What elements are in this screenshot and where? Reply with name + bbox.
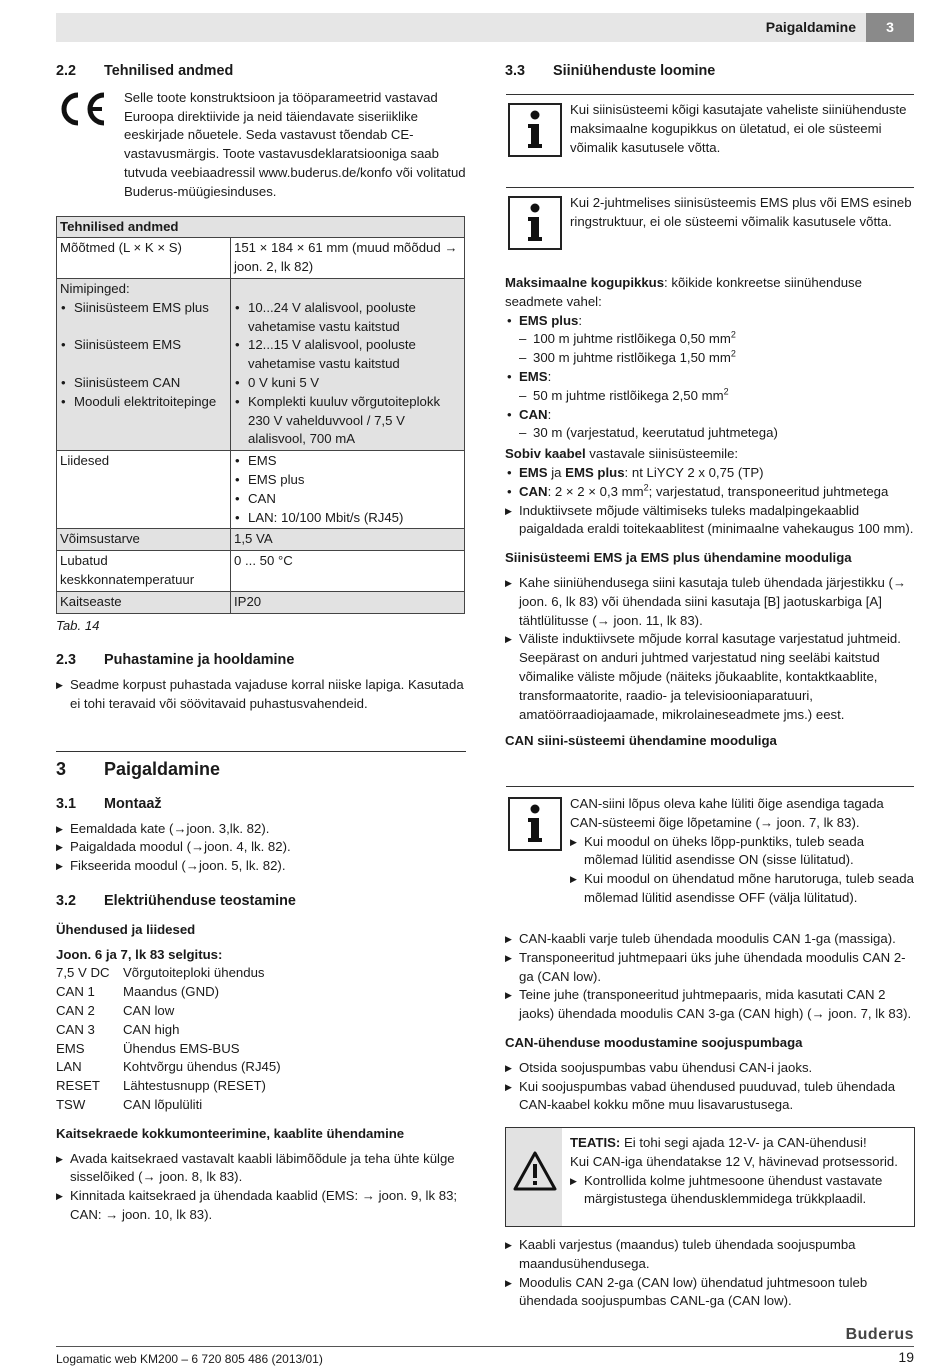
- legend-row: [56, 1058, 466, 1077]
- info-text: Kui 2-juhtmelises siinisüsteemis EMS plus või EMS esineb ringstruktuur, ei ole süsteemi võimalik kasutusele võtta.: [570, 195, 912, 229]
- step-item: ▶ Induktiivsete mõjude vältimiseks tuleks madalpingekaablid paigaldada eraldi toitekaablitest (minimaalne vahekaugus 100 mm).: [505, 502, 915, 540]
- info-box: [506, 187, 914, 232]
- legend-value: CAN lõpulüliti: [123, 1096, 203, 1112]
- subheading: Kaitsekraede kokkumonteerimine, kaablite ühendamine: [56, 1125, 405, 1141]
- info-box: [506, 94, 914, 157]
- list-item: • CAN: 2 × 2 × 0,3 $mm^2$; varjestatud, transponeeritud juhtmetega: [505, 483, 915, 502]
- table-cell: Nimipinged: • Siinisüsteem EMS plus • Siinisüsteem EMS • Siinisüsteem CAN • Mooduli elektritoitepinge: [57, 278, 231, 450]
- legend-value: Maandus (GND): [123, 984, 220, 1000]
- info-text: Kui siinisüsteemi kõigi kasutajate vaheliste siiniühenduste maksimaalne kogupikkus on ületatud, ei ole süsteemi võimalik kasutusele võtta.: [570, 102, 907, 155]
- section-heading: 2.3 Puhastamine ja hooldamine: [56, 652, 295, 669]
- subheading: Ühendused ja liidesed: [56, 921, 196, 937]
- right-column-can: [505, 930, 915, 1115]
- legend-key: EMS: [56, 1040, 85, 1056]
- table-caption: Tab. 14: [56, 617, 100, 633]
- list-item: • EMS ja EMS plus: nt LiYCY 2 x 0,75 (TP): [505, 464, 915, 483]
- footer-doc-id: Logamatic web KM200 – 6 720 805 486 (2013/01): [56, 1352, 323, 1366]
- legend-row: [56, 1021, 466, 1040]
- step-item: ▶ Teine juhe (transponeeritud juhtmepaaris, mida kasutati CAN 2 jaoks) ühendada moodulis CAN 3-ga (CAN high) (→ joon. 7, lk 83).: [505, 986, 915, 1024]
- right-column-end: [505, 1236, 915, 1311]
- page-number: 19: [898, 1349, 914, 1365]
- warning-title: TEATIS: Ei tohi segi ajada 12-V- ja CAN-ühendusi!: [570, 1135, 867, 1150]
- step-item: ▶ Kui moodul on ühendatud mõne harutoruga, tuleb seada mõlemad lülitid asendisse OFF (välja lülitatud).: [570, 870, 914, 908]
- section-heading: 2.2 Tehnilised andmed: [56, 63, 234, 79]
- table-cell: Mõõtmed (L × K × S): [57, 238, 231, 279]
- section-heading: 3.2 Elektriühenduse teostamine: [56, 892, 296, 909]
- list-item: • EMS plus:: [505, 312, 915, 331]
- footer-rule: [56, 1346, 914, 1347]
- step-item: ▶ Eemaldada kate (→joon. 3,lk. 82).: [56, 820, 466, 839]
- subheading: Siinisüsteemi EMS ja EMS plus ühendamine mooduliga: [505, 550, 852, 566]
- legend-key: CAN 2: [56, 1002, 95, 1018]
- step-item: ▶ Fikseerida moodul (→joon. 5, lk. 82).: [56, 857, 466, 876]
- list-item: – 100 m juhtme ristlõikega 0,50 $mm^2$: [505, 330, 915, 349]
- step-item: ▶ Kahe siiniühendusega siini kasutaja tuleb ühendada järjestikku (→ joon. 6, lk 83) või ühendada siini kasutaja [B] jaotuskarbiga [A] tähtlülitusse (→ joon. 11, lk 83).: [505, 574, 915, 630]
- left-column-lower: [56, 760, 466, 1225]
- legend-row: [56, 1096, 466, 1115]
- step-item: ▶ Avada kaitsekraed vastavalt kaabli läbimõõdule ja teha ühte külge sisselõiked (→ joon. 8, lk 83).: [56, 1150, 466, 1188]
- legend-row: [56, 1040, 466, 1059]
- legend-row: [56, 1077, 466, 1096]
- ce-text: Selle toote konstruktsioon ja tööparameetrid vastavad Euroopa direktiivide ja neid täiendavate siseriiklike eeskirjade nõuetele. Seda vastavust tõendab CE-vastavusmärgis. Toote vastavusdeklaratsiooniga saab tutvuda veebiaadressil www.buderus.de/konfo või volitatud Buderus-müügiesinduses.: [124, 89, 466, 199]
- table-cell: 1,5 VA: [231, 529, 465, 551]
- right-column-body: [505, 274, 915, 751]
- table-cell: IP20: [231, 591, 465, 613]
- step-item: ▶ Seadme korpust puhastada vajaduse korral niiske lapiga. Kasutada ei tohi teravaid või söövitavaid puhastusvahendeid.: [56, 676, 466, 714]
- table-cell: 0 ... 50 °C: [231, 551, 465, 592]
- legend-key: CAN 1: [56, 984, 95, 1000]
- list-item: – 50 m juhtme ristlõikega 2,50 $mm^2$: [505, 387, 915, 406]
- table-header: Tehnilised andmed: [57, 216, 465, 238]
- table-cell: • EMS • EMS plus • CAN • LAN: 10/100 Mbit/s (RJ45): [231, 451, 465, 529]
- info-icon: [508, 797, 562, 851]
- legend-value: Võrgutoiteploki ühendus: [123, 965, 265, 981]
- table-cell: 151 × 184 × 61 mm (muud mõõdud → joon. 2, lk 82): [231, 238, 465, 279]
- warning-text: Kui CAN-iga ühendatakse 12 V, hävinevad protsessorid.: [570, 1153, 898, 1169]
- section-heading: 3.3 Siiniühenduste loomine: [505, 63, 716, 79]
- info-text: CAN-siini lõpus oleva kahe lüliti õige asendiga tagada CAN-süsteemi õige lõpetamine (→ joon. 7, lk 83).: [570, 796, 884, 830]
- paragraph: Maksimaalne kogupikkus: kõikide konkreetse siinühenduse seadmete vahel:: [505, 275, 862, 309]
- table-cell: Liidesed: [57, 451, 231, 529]
- info-box: [506, 786, 914, 908]
- table-cell: Lubatud keskkonnatemperatuur: [57, 551, 231, 592]
- legend-value: CAN high: [123, 1021, 180, 1037]
- ce-block: [56, 89, 466, 202]
- list-item: • EMS:: [505, 368, 915, 387]
- legend-list: [56, 964, 466, 1114]
- section-heading: 3.1 Montaaž: [56, 795, 162, 812]
- legend-key: LAN: [56, 1059, 82, 1075]
- legend-key: TSW: [56, 1096, 86, 1112]
- buderus-logo: Buderus: [845, 1326, 914, 1343]
- legend-key: 7,5 V DC: [56, 965, 110, 981]
- legend-key: RESET: [56, 1078, 100, 1094]
- legend-value: CAN low: [123, 1002, 175, 1018]
- warning-box: [505, 1127, 915, 1227]
- legend-row: [56, 983, 466, 1002]
- step-item: ▶ Moodulis CAN 2-ga (CAN low) ühendatud juhtmesoon tuleb ühendada soojuspumbas CANL-ga (CAN low).: [505, 1274, 915, 1312]
- left-column: [56, 62, 466, 714]
- ce-mark-icon: [56, 89, 124, 202]
- list-item: • CAN:: [505, 406, 915, 425]
- legend-value: Ühendus EMS-BUS: [123, 1040, 240, 1056]
- chapter-heading: 3 Paigaldamine: [56, 759, 221, 779]
- chapter-number: 3: [866, 13, 914, 42]
- info-icon: [508, 196, 562, 250]
- step-item: ▶ CAN-kaabli varje tuleb ühendada moodulis CAN 1-ga (massiga).: [505, 930, 915, 949]
- legend-row: [56, 1002, 466, 1021]
- step-item: ▶ Kui moodul on üheks lõpp-punktiks, tuleb seada mõlemad lülitid asendisse ON (sisse lülitatud).: [570, 833, 914, 871]
- legend-key: CAN 3: [56, 1021, 95, 1037]
- step-item: ▶ Kui soojuspumbas vabad ühendused puuduvad, tuleb ühendada CAN-kaabel kokku mõne muu lisavarustusega.: [505, 1078, 915, 1116]
- legend-row: [56, 964, 466, 983]
- header-title: Paigaldamine: [765, 19, 856, 35]
- chapter-rule: [56, 751, 466, 752]
- subheading: CAN-ühenduse moodustamine soojuspumbaga: [505, 1034, 803, 1050]
- info-icon: [508, 103, 562, 157]
- step-item: ▶ Paigaldada moodul (→joon. 4, lk. 82).: [56, 838, 466, 857]
- table-cell: Võimsustarve: [57, 529, 231, 551]
- step-item: ▶ Transponeeritud juhtmepaari üks juhe ühendada moodulis CAN 2-ga (CAN low).: [505, 949, 915, 987]
- subheading: CAN siini-süsteemi ühendamine mooduliga: [505, 733, 777, 749]
- tech-data-table: [56, 216, 465, 614]
- subheading: Joon. 6 ja 7, lk 83 selgitus:: [56, 946, 223, 962]
- list-item: – 30 m (varjestatud, keerutatud juhtmetega): [505, 424, 915, 443]
- step-item: ▶ Otsida soojuspumbas vabu ühendusi CAN-i jaoks.: [505, 1059, 915, 1078]
- step-item: ▶ Kontrollida kolme juhtmesoone ühendust vastavate märgistustega ühendusklemmidega trükkplaadil.: [570, 1172, 910, 1210]
- list-item: – 300 m juhtme ristlõikega 1,50 $mm^2$: [505, 349, 915, 368]
- legend-value: Kohtvõrgu ühendus (RJ45): [123, 1059, 281, 1075]
- table-cell: Kaitseaste: [57, 591, 231, 613]
- step-item: ▶ Väliste induktiivsete mõjude korral kasutage varjestatud juhtmeid. Seepärast on anduri juhtmed varjestatud ning seeläbi kaitstud võimalike väliste mõjude (näiteks jõukaablite, kontaktkaablite, transformaatorite, raadio- ja televisiooniaparatuuri, amatöörraadiojaamade, mikrolaineseadmete jms.) eest.: [505, 630, 915, 724]
- right-column-top: [505, 62, 915, 81]
- table-cell: • 10...24 V alalisvool, pooluste vahetamise vastu kaitstud • 12...15 V alalisvool, pooluste vahetamise vastu kaitstud • 0 V kuni 5 V • Komplekti kuuluv võrgutoiteplokk 230 V vahelduvvool / 7,5 V alalisvool, 700 mA: [231, 278, 465, 450]
- step-item: ▶ Kinnitada kaitsekraed ja ühendada kaablid (EMS: → joon. 9, lk 83; CAN: → joon. 10, lk 83).: [56, 1187, 466, 1225]
- paragraph: Sobiv kaabel vastavale siinisüsteemile:: [505, 446, 739, 462]
- legend-value: Lähtestusnupp (RESET): [123, 1078, 266, 1094]
- step-item: ▶ Kaabli varjestus (maandus) tuleb ühendada soojuspumba maandusühendusega.: [505, 1236, 915, 1274]
- warning-icon: [512, 1150, 558, 1198]
